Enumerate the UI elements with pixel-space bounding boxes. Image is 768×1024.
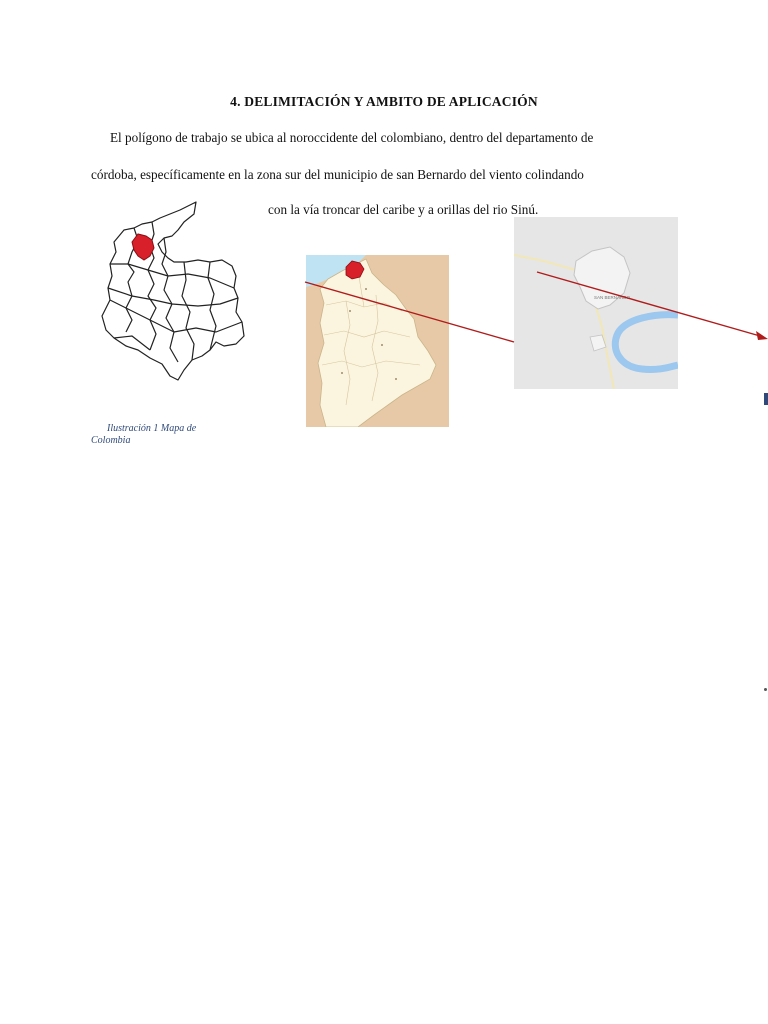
caption-line-2: Colombia [91,435,131,446]
section-heading: 4. DELIMITACIÓN Y AMBITO DE APLICACIÓN [230,94,538,109]
figure-caption [91,423,221,447]
edge-dot [764,688,767,691]
paragraph-line-2: córdoba, específicamente en la zona sur del municipio de san Bernardo del viento colindando [91,167,584,182]
town-label: SAN BERNARDO [594,295,631,300]
caption-line-1: Ilustración 1 Mapa de [107,423,197,434]
paragraph-line-1: El polígono de trabajo se ubica al noroccidente del colombiano, dentro del departamento de [110,130,594,145]
edge-mark [764,393,768,405]
paragraph-line-3: con la vía troncar del caribe y a orillas del rio Sinú. [268,202,539,217]
